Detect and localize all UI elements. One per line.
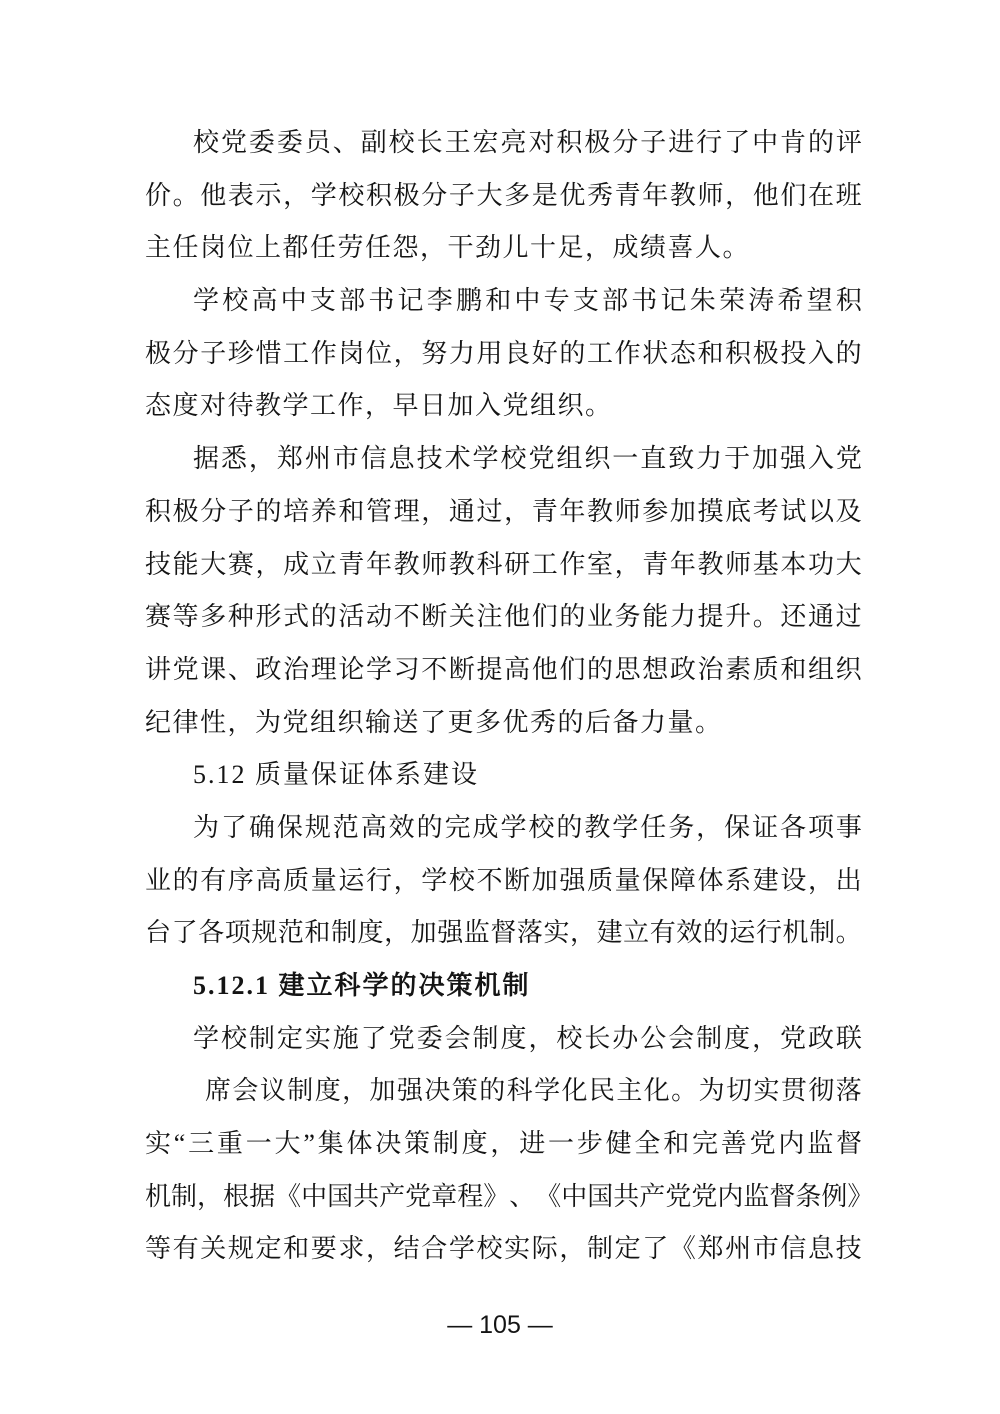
text-line: 机 制 ， 根 据 《 中 国 共 产 党 章 程 》 、 《 中 国 共 产 党 党 内 监 督 条 例 》 bbox=[145, 1181, 874, 1211]
text-line: 主任岗位上都任劳任怨，干劲儿十足，成绩喜人。 bbox=[145, 233, 751, 263]
text-line: 赛 等 多 种 形 式 的 活 动 不 断 关 注 他 们 的 业 务 能 力 提 升 。 还 通 过 bbox=[145, 602, 862, 632]
text-block bbox=[145, 117, 874, 1276]
section-heading: 5.12.1 建立科学的决策机制 bbox=[193, 971, 531, 1000]
text-line: 讲 党 课 、 政 治 理 论 学 习 不 断 提 高 他 们 的 思 想 政 治 素 质 和 组 织 bbox=[145, 654, 862, 684]
page-number: — 105 — bbox=[447, 1311, 553, 1339]
text-line: 技 能 大 赛 ， 成 立 青 年 教 师 教 科 研 工 作 室 ， 青 年 教 师 基 本 功 大 bbox=[145, 549, 862, 579]
text-line: 学 校 高 中 支 部 书 记 李 鹏 和 中 专 支 部 书 记 朱 荣 涛 希 望 积 bbox=[193, 286, 862, 316]
text-line: 价 。 他 表 示 ， 学 校 积 极 分 子 大 多 是 优 秀 青 年 教 师 ， 他 们 在 班 bbox=[145, 180, 862, 210]
section-heading: 5.12 质量保证体系建设 bbox=[193, 760, 480, 790]
text-line: 等 有 关 规 定 和 要 求 ， 结 合 学 校 实 际 ， 制 定 了 《 郑 州 市 信 息 技 bbox=[145, 1234, 862, 1264]
text-line: 席 会 议 制 度 ， 加 强 决 策 的 科 学 化 民 主 化 。 为 切 实 贯 彻 落 bbox=[205, 1076, 862, 1106]
text-line: 为 了 确 保 规 范 高 效 的 完 成 学 校 的 教 学 任 务 ， 保 证 各 项 事 bbox=[193, 812, 862, 842]
text-line: 据 悉 ， 郑 州 市 信 息 技 术 学 校 党 组 织 一 直 致 力 于 加 强 入 党 bbox=[193, 444, 862, 474]
text-line: 校 党 委 委 员 、 副 校 长 王 宏 亮 对 积 极 分 子 进 行 了 中 肯 的 评 bbox=[193, 128, 862, 157]
text-line: 积 极 分 子 的 培 养 和 管 理 ， 通 过 ， 青 年 教 师 参 加 摸 底 考 试 以 及 bbox=[145, 496, 862, 526]
text-line: 业 的 有 序 高 质 量 运 行 ， 学 校 不 断 加 强 质 量 保 障 体 系 建 设 ， 出 bbox=[145, 865, 862, 895]
text-line: 极 分 子 珍 惜 工 作 岗 位 ， 努 力 用 良 好 的 工 作 状 态 和 积 极 投 入 的 bbox=[145, 338, 862, 368]
text-line: 实 “ 三 重 一 大 ” 集 体 决 策 制 度 ， 进 一 步 健 全 和 完 善 党 内 监 督 bbox=[145, 1129, 862, 1159]
text-line: 学 校 制 定 实 施 了 党 委 会 制 度 ， 校 长 办 公 会 制 度 ， 党 政 联 bbox=[193, 1023, 862, 1053]
text-line: 纪律性，为党组织输送了更多优秀的后备力量。 bbox=[145, 707, 723, 737]
text-line: 台 了 各 项 规 范 和 制 度 ， 加 强 监 督 落 实 ， 建 立 有 效 的 运 行 机 制 。 bbox=[145, 918, 862, 948]
text-line: 态度对待教学工作，早日加入党组织。 bbox=[145, 391, 613, 421]
